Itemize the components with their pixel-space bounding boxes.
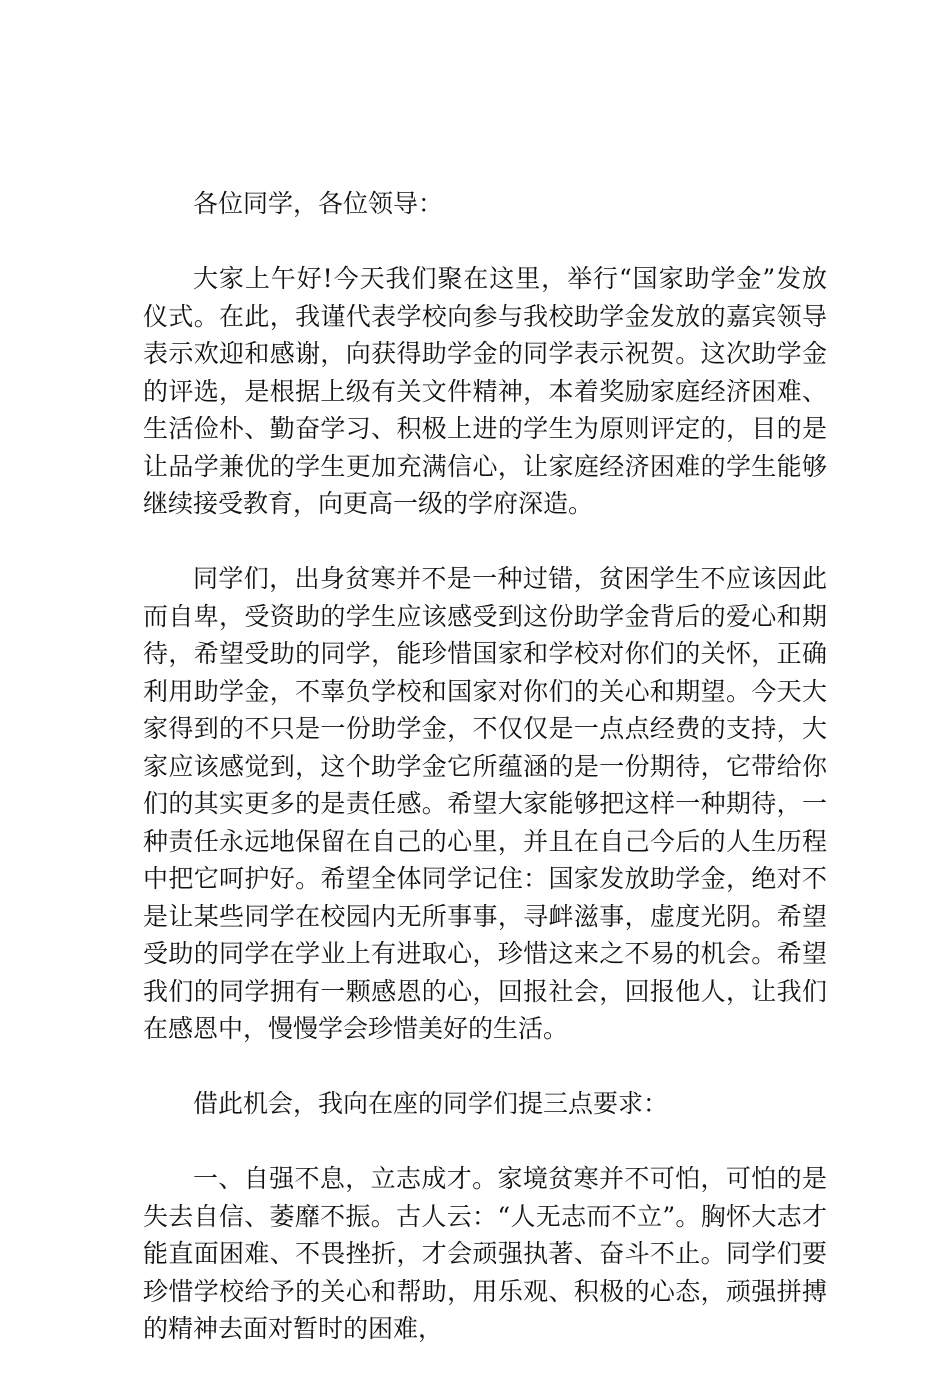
opening-paragraph: 大家上午好!今天我们聚在这里，举行“国家助学金”发放仪式。在此，我谨代表学校向参与我校助学金发放的嘉宾领导表示欢迎和感谢，向获得助学金的同学表示祝贺。这次助学金的评选，是根据上级有关文件精神，本着奖励家庭经济困难、生活俭朴、勤奋学习、积极上进的学生为原则评定的，目的是让品学兼优的学生更加充满信心，让家庭经济困难的学生能够继续接受教育，向更高一级的学府深造。: [143, 264, 827, 518]
salutation-paragraph: 各位同学，各位领导：: [193, 189, 444, 218]
requirements-intro-paragraph: 借此机会，我向在座的同学们提三点要求：: [193, 1089, 669, 1118]
requirement-one-paragraph: 一、自强不息，立志成才。家境贫寒并不可怕，可怕的是失去自信、萎靡不振。古人云：“人无志而不立”。胸怀大志才能直面困难、不畏挫折，才会顽强执著、奋斗不止。同学们要珍惜学校给予的关心和帮助，用乐观、积极的心态，顽强拼搏的精神去面对暂时的困难，: [143, 1164, 827, 1343]
body-paragraph: 同学们，出身贫寒并不是一种过错，贫困学生不应该因此而自卑，受资助的学生应该感受到这份助学金背后的爱心和期待，希望受助的同学，能珍惜国家和学校对你们的关怀，正确利用助学金，不辜负学校和国家对你们的关心和期望。今天大家得到的不只是一份助学金，不仅仅是一点点经费的支持，大家应该感觉到，这个助学金它所蕴涵的是一份期待，它带给你们的其实更多的是责任感。希望大家能够把这样一种期待，一种责任永远地保留在自己的心里，并且在自己今后的人生历程中把它呵护好。希望全体同学记住：国家发放助学金，绝对不是让某些同学在校园内无所事事，寻衅滋事，虚度光阴。希望受助的同学在学业上有进取心，珍惜这来之不易的机会。希望我们的同学拥有一颗感恩的心，回报社会，回报他人，让我们在感恩中，慢慢学会珍惜美好的生活。: [143, 564, 827, 1043]
speech-text: [143, 185, 827, 1385]
